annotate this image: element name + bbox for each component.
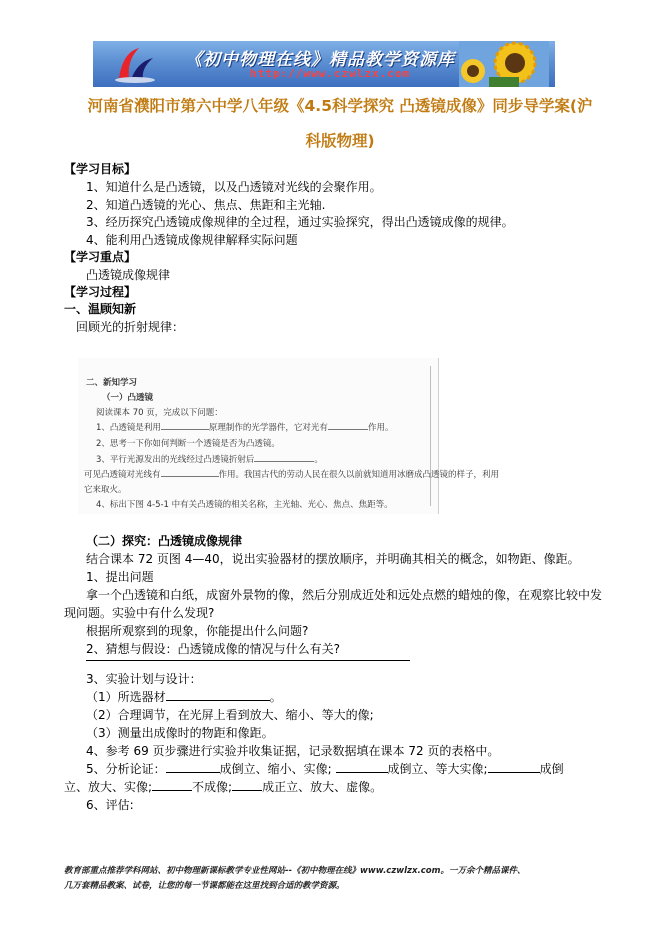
review-heading: 一、温顾知新 — [64, 302, 137, 316]
scan-edge-line — [430, 366, 431, 506]
scan-q1-blank-1 — [161, 421, 209, 430]
scan-q1-blank-2 — [328, 421, 368, 430]
step-1-heading: 1、提出问题 — [86, 570, 154, 584]
analysis-blank-3[interactable] — [488, 761, 540, 773]
review-text: 回顾光的折射规律： — [76, 320, 185, 334]
scan-question-3 — [96, 453, 323, 465]
step-5-case-1: 成倒立、缩小、实像; — [219, 762, 332, 776]
step-6-text: 6、评估: — [86, 798, 134, 812]
step-5-case-5: 成正立、放大、虚像。 — [262, 780, 383, 794]
footer-line-1: 教育部重点推荐学科网站、初中物理新课标教学专业性网站--《初中物理在线》www.czwlzx.com。一万余个精品课件、 — [64, 866, 526, 876]
step-5-case-2: 成倒立、等大实像; — [387, 762, 488, 776]
analysis-blank-4[interactable] — [152, 779, 192, 791]
step-5-line-1 — [86, 760, 564, 777]
banner-brand-text: 《初中物理在线》精品教学资源库 — [185, 50, 455, 70]
analysis-blank-1[interactable] — [166, 761, 220, 773]
key-point-text: 凸透镜成像规律 — [86, 268, 171, 282]
footer-line-2: 几万套精品教案、试卷，让您的每一节课都能在这里找到合适的教学资源。 — [64, 881, 345, 891]
step-3-item-1-label: （1）所选器材 — [86, 690, 166, 704]
scan-question-3-end: 它来取火。 — [84, 485, 127, 495]
sunflower-icon — [459, 41, 549, 87]
scan-read-instruction: 阅读课本 70 页，完成以下问题： — [96, 408, 223, 418]
scan-q3-blank-2 — [161, 468, 219, 477]
document-title-line-1: 河南省濮阳市第六中学八年级《4.5科学探究 凸透镜成像》同步导学案(沪 — [87, 97, 593, 115]
step-3-heading: 3、实验计划与设计： — [86, 672, 202, 686]
key-point-heading: 【学习重点】 — [64, 250, 137, 264]
scan-q3-part-c: 可见凸透镜对光线有 — [84, 470, 161, 480]
scan-q3-part-d: 作用。我国古代的劳动人民在很久以前就知道用冰磨成凸透镜的样子，利用 — [218, 470, 500, 480]
step-3-item-2: （2）合理调节，在光屏上看到放大、缩小、等大的像; — [86, 708, 374, 722]
step-5-line-2 — [64, 778, 382, 795]
step-1-text-line-2: 现问题。实验中有什么发现? — [64, 606, 215, 620]
step-3-item-3: （3）测量出成像时的物距和像距。 — [86, 726, 274, 740]
analysis-blank-2[interactable] — [336, 761, 388, 773]
step-3-item-1-end: 。 — [269, 690, 282, 704]
answer-line — [86, 660, 410, 661]
step-5-label: 5、分析论证： — [86, 762, 166, 776]
step-5-case-3-start: 成倒 — [539, 762, 564, 776]
objective-item-4: 4、能利用凸透镜成像规律解释实际问题 — [86, 233, 298, 247]
scan-q3-part-b: 。 — [314, 455, 323, 465]
objective-item-1: 1、知道什么是凸透镜，以及凸透镜对光线的会聚作用。 — [86, 180, 382, 194]
scan-q3-blank-1 — [254, 453, 314, 462]
banner-url[interactable]: http://www.czwlzx.com — [250, 67, 411, 80]
step-2-text: 2、猜想与假设：凸透镜成像的情况与什么有关? — [86, 642, 341, 656]
site-banner — [93, 41, 555, 87]
analysis-blank-5[interactable] — [232, 779, 262, 791]
scan-q3-part-a: 3、平行光源发出的光线经过凸透镜折射后 — [96, 455, 255, 465]
scan-section-title: 二、新知学习 — [86, 378, 138, 388]
scan-question-3-cont — [84, 468, 499, 480]
step-5-case-3-end: 立、放大、实像; — [64, 780, 153, 794]
step-3-item-1 — [86, 688, 282, 705]
objective-item-2: 2、知道凸透镜的光心、焦点、焦距和主光轴. — [86, 198, 326, 212]
objective-item-3: 3、经历探究凸透镜成像规律的全过程，通过实验探究，得出凸透镜成像的规律。 — [86, 215, 514, 229]
step-1-question: 根据所观察到的现象，你能提出什么问题? — [86, 624, 309, 638]
equipment-blank[interactable] — [166, 689, 270, 701]
scan-q1-part-a: 1、凸透镜是利用 — [96, 423, 161, 433]
step-1-text-line-1: 拿一个凸透镜和白纸，成窗外景物的像，然后分别成近处和远处点燃的蜡烛的像，在观察比较中发 — [86, 588, 603, 602]
objectives-heading: 【学习目标】 — [64, 162, 137, 176]
scanned-worksheet-image — [78, 358, 500, 514]
scan-question-2: 2、思考一下你如何判断一个透镜是否为凸透镜。 — [96, 439, 280, 449]
scan-question-1 — [96, 421, 393, 433]
explore-heading: （二）探究：凸透镜成像规律 — [86, 534, 243, 548]
scan-q1-part-c: 作用。 — [367, 423, 394, 433]
process-heading: 【学习过程】 — [64, 285, 137, 299]
scan-q1-part-b: 原理制作的光学器件，它对光有 — [208, 423, 328, 433]
step-4-text: 4、参考 69 页步骤进行实验并收集证据，记录数据填在课本 72 页的表格中。 — [86, 744, 500, 758]
scan-subtitle: （一）凸透镜 — [102, 393, 154, 403]
scan-question-4: 4、标出下图 4-5-1 中有关凸透镜的相关名称，主光轴、光心、焦点、焦距等。 — [96, 500, 393, 510]
explore-intro: 结合课本 72 页图 4—40，说出实验器材的摆放顺序，并明确其相关的概念，如物距、像距。 — [86, 552, 580, 566]
site-logo-icon — [113, 44, 157, 84]
document-title-line-2: 科版物理) — [305, 132, 375, 150]
step-5-case-4: 不成像; — [192, 780, 233, 794]
